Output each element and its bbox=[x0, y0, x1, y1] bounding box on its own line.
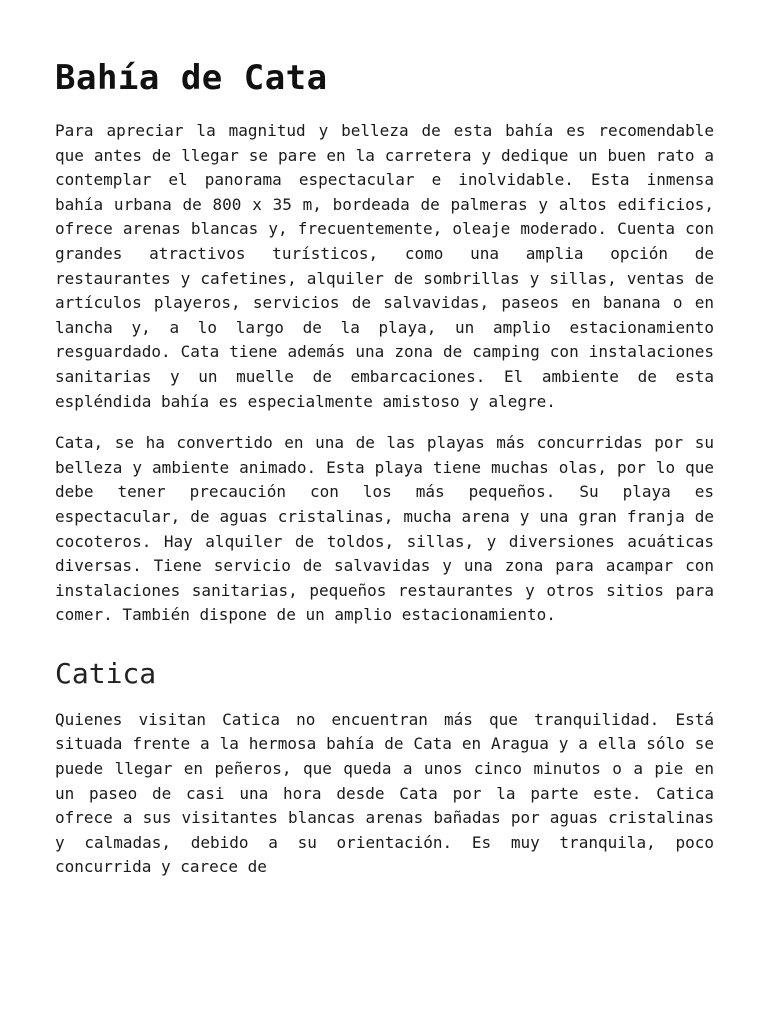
paragraph-bahia-intro: Para apreciar la magnitud y belleza de esta bahía es recomendable que antes de llegar se pare en la carretera y dedique un buen rato a contemplar el panorama espectacular e inolvidable. Esta inmensa bahía urbana de 800 x 35 m, bordeada de palmeras y altos edificios, ofrece arenas blancas y, frecuentemente, oleaje moderado. Cuenta con grandes atractivos turísticos, como una amplia opción de restaurantes y cafetines, alquiler de sombrillas y sillas, ventas de artículos playeros, servicios de salvavidas, paseos en banana o en lancha y, a lo largo de la playa, un amplio estacionamiento resguardado. Cata tiene además una zona de camping con instalaciones sanitarias y un muelle de embarcaciones. El ambiente de esta espléndida bahía es especialmente amistoso y alegre. bbox=[55, 121, 714, 411]
document-page bbox=[55, 55, 714, 880]
paragraph-catica: Quienes visitan Catica no encuentran más que tranquilidad. Está situada frente a la hermosa bahía de Cata en Aragua y a ella sólo se puede llegar en peñeros, que queda a unos cinco minutos o a pie en un paseo de casi una hora desde Cata por la parte este. Catica ofrece a sus visitantes blancas arenas bañadas por aguas cristalinas y calmadas, debido a su orientación. Es muy tranquila, poco concurrida y carece de bbox=[55, 709, 714, 877]
page-title: Bahía de Cata bbox=[55, 58, 328, 98]
paragraph-bahia-details: Cata, se ha convertido en una de las playas más concurridas por su belleza y ambiente animado. Esta playa tiene muchas olas, por lo que debe tener precaución con los más pequeños. Su playa es espectacular, de aguas cristalinas, mucha arena y una gran franja de cocoteros. Hay alquiler de toldos, sillas, y diversiones acuáticas diversas. Tiene servicio de salvavidas y una zona para acampar con instalaciones sanitarias, pequeños restaurantes y otros sitios para comer. También dispone de un amplio estacionamiento. bbox=[55, 433, 714, 625]
section-heading-catica: Catica bbox=[55, 656, 157, 690]
